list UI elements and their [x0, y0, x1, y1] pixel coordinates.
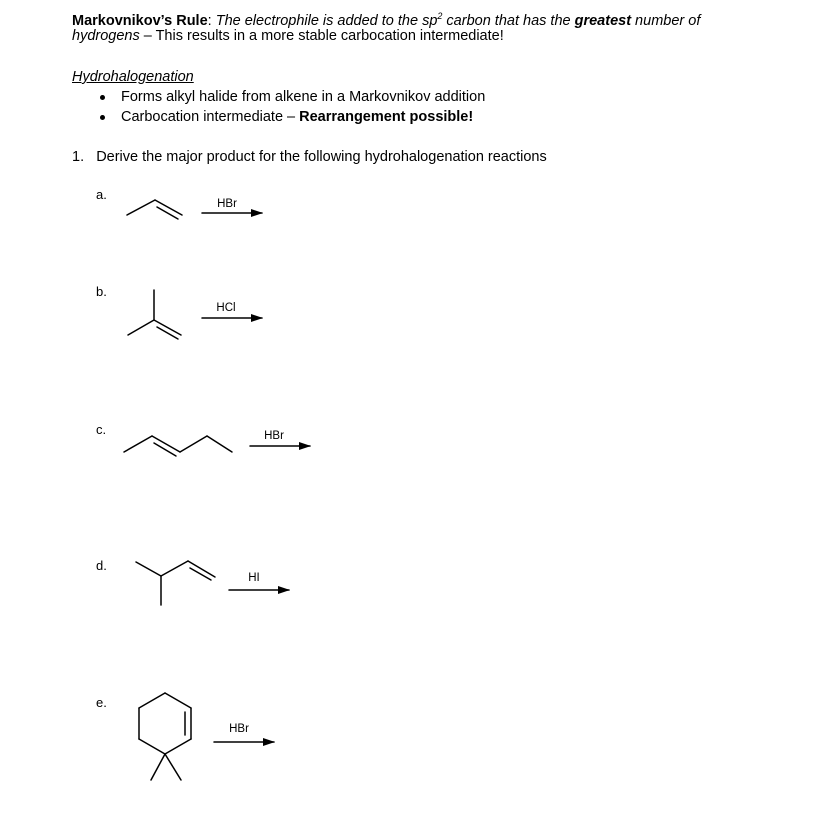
bullet-text-2-bold: Rearrangement possible! [299, 109, 474, 125]
reaction-label-a: a. [96, 187, 107, 202]
question-number: 1. [72, 149, 85, 165]
rule-emphasis: greatest [574, 12, 632, 29]
rule-line2-italic: hydrogens [72, 28, 140, 44]
molecule-c-pentene [124, 436, 232, 456]
bullet-text-2-plain: Carbocation intermediate – [121, 109, 300, 125]
rule-title: Markovnikov’s Rule [72, 12, 208, 29]
reaction-label-b: b. [96, 284, 107, 299]
molecule-a-propene [127, 200, 182, 219]
molecule-e-cyclohexene [139, 693, 191, 780]
molecule-d-methylbutene [136, 561, 215, 605]
reaction-label-d: d. [96, 558, 107, 573]
rule-text-a: The electrophile is added to the sp [215, 12, 438, 29]
reagent-a: HBr [217, 198, 237, 210]
rule-text-c: number of [631, 12, 701, 29]
reaction-label-c: c. [96, 422, 107, 437]
molecule-b-isobutylene [128, 290, 181, 339]
bullet-text-1: Forms alkyl halide from alkene in a Markovnikov addition [121, 89, 486, 105]
question-text: Derive the major product for the following hydrohalogenation reactions [96, 149, 547, 165]
reagent-c: HBr [264, 430, 284, 442]
rule-text-b: carbon that has the [442, 12, 575, 29]
reagent-d: HI [248, 572, 260, 584]
rule-superscript: 2 [437, 11, 443, 21]
reaction-label-e: e. [96, 695, 107, 710]
reagent-b: HCl [216, 302, 236, 314]
rule-line2-rest: – This results in a more stable carbocation intermediate! [139, 28, 504, 44]
rule-colon: : [207, 12, 216, 29]
section-heading: Hydrohalogenation [72, 69, 194, 85]
reagent-e: HBr [229, 723, 249, 735]
